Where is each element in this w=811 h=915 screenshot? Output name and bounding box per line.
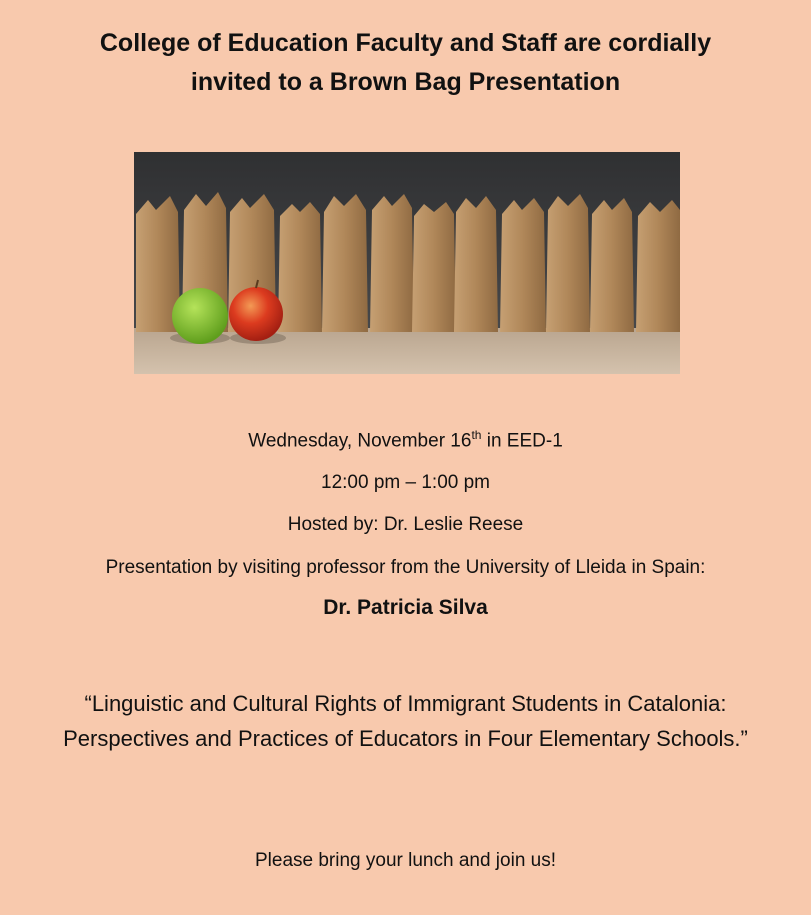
- brown-bags-photo: [134, 152, 680, 374]
- event-time: 12:00 pm – 1:00 pm: [321, 472, 490, 493]
- title-line-2: invited to a Brown Bag Presentation: [190, 68, 621, 96]
- green-apple: [172, 288, 228, 344]
- closing-message: Please bring your lunch and join us!: [254, 850, 557, 871]
- red-apple: [229, 287, 283, 341]
- event-date: Wednesday, November 16th in EED-1: [248, 428, 563, 452]
- title-line-1: College of Education Faculty and Staff are cordially: [99, 29, 712, 57]
- brown-bags-illustration: [134, 152, 680, 374]
- flyer-title: [0, 24, 811, 102]
- presenter-intro: Presentation by visiting professor from the University of Lleida in Spain:: [105, 557, 706, 578]
- talk-title: “Linguistic and Cultural Rights of Immigrant Students in Catalonia: Perspectives and Practices of Educators in Four Elementary Schools.”: [63, 691, 748, 751]
- event-host: Hosted by: Dr. Leslie Reese: [287, 514, 524, 535]
- presenter-name: Dr. Patricia Silva: [323, 596, 488, 619]
